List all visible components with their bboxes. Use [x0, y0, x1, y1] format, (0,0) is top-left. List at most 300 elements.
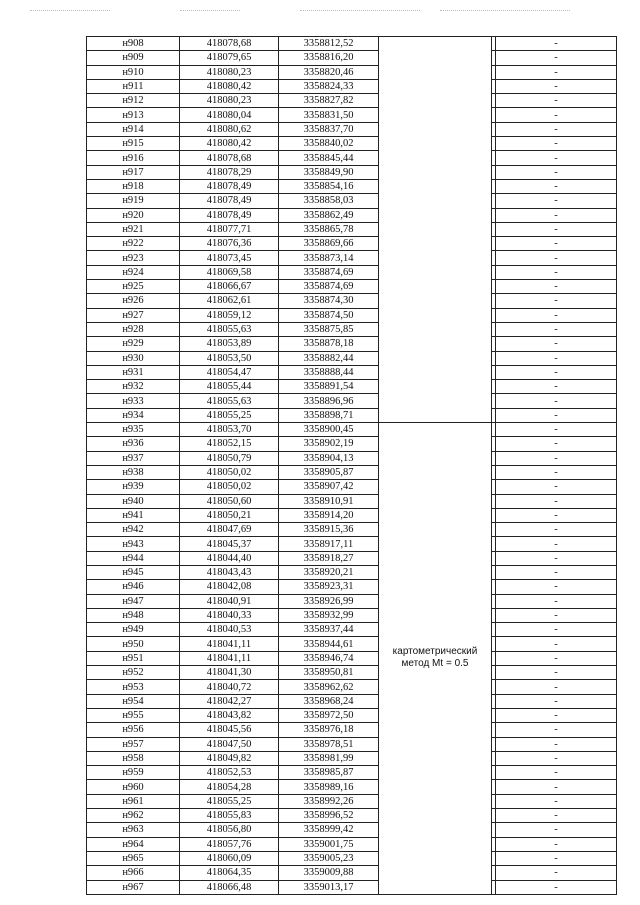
y-coordinate-cell: 3358845,44: [279, 151, 379, 165]
empty-mark-cell: -: [496, 651, 617, 665]
point-id-cell: н934: [87, 408, 180, 422]
empty-mark-cell: -: [496, 680, 617, 694]
y-coordinate-cell: 3358937,44: [279, 623, 379, 637]
table-row: [87, 451, 617, 465]
table-row: [87, 294, 617, 308]
y-coordinate-cell: 3358874,50: [279, 308, 379, 322]
table-row: [87, 694, 617, 708]
x-coordinate-cell: 418055,63: [180, 322, 279, 336]
empty-mark-cell: -: [496, 837, 617, 851]
x-coordinate-cell: 418043,43: [180, 565, 279, 579]
point-id-cell: н920: [87, 208, 180, 222]
x-coordinate-cell: 418066,67: [180, 280, 279, 294]
x-coordinate-cell: 418040,53: [180, 623, 279, 637]
y-coordinate-cell: 3359005,23: [279, 851, 379, 865]
point-id-cell: н958: [87, 751, 180, 765]
y-coordinate-cell: 3358824,33: [279, 79, 379, 93]
point-id-cell: н916: [87, 151, 180, 165]
point-id-cell: н928: [87, 322, 180, 336]
y-coordinate-cell: 3358915,36: [279, 523, 379, 537]
point-id-cell: н918: [87, 179, 180, 193]
x-coordinate-cell: 418045,56: [180, 723, 279, 737]
point-id-cell: н946: [87, 580, 180, 594]
empty-mark-cell: -: [496, 222, 617, 236]
x-coordinate-cell: 418069,58: [180, 265, 279, 279]
point-id-cell: н922: [87, 237, 180, 251]
table-row: [87, 365, 617, 379]
x-coordinate-cell: 418076,36: [180, 237, 279, 251]
empty-mark-cell: -: [496, 122, 617, 136]
point-id-cell: н910: [87, 65, 180, 79]
empty-mark-cell: -: [496, 537, 617, 551]
x-coordinate-cell: 418043,82: [180, 708, 279, 722]
table-row: [87, 551, 617, 565]
table-row: [87, 823, 617, 837]
point-id-cell: н940: [87, 494, 180, 508]
x-coordinate-cell: 418080,42: [180, 79, 279, 93]
y-coordinate-cell: 3358985,87: [279, 766, 379, 780]
x-coordinate-cell: 418080,62: [180, 122, 279, 136]
empty-mark-cell: -: [496, 294, 617, 308]
x-coordinate-cell: 418054,28: [180, 780, 279, 794]
empty-mark-cell: -: [496, 94, 617, 108]
y-coordinate-cell: 3358888,44: [279, 365, 379, 379]
table-row: [87, 880, 617, 894]
x-coordinate-cell: 418042,27: [180, 694, 279, 708]
empty-mark-cell: -: [496, 280, 617, 294]
x-coordinate-cell: 418059,12: [180, 308, 279, 322]
point-id-cell: н938: [87, 465, 180, 479]
y-coordinate-cell: 3358865,78: [279, 222, 379, 236]
point-id-cell: н908: [87, 37, 180, 51]
x-coordinate-cell: 418044,40: [180, 551, 279, 565]
point-id-cell: н936: [87, 437, 180, 451]
x-coordinate-cell: 418040,33: [180, 608, 279, 622]
empty-mark-cell: -: [496, 194, 617, 208]
x-coordinate-cell: 418079,65: [180, 51, 279, 65]
y-coordinate-cell: 3358917,11: [279, 537, 379, 551]
table-row: [87, 37, 617, 51]
empty-mark-cell: -: [496, 451, 617, 465]
empty-mark-cell: -: [496, 208, 617, 222]
point-id-cell: н926: [87, 294, 180, 308]
y-coordinate-cell: 3358816,20: [279, 51, 379, 65]
y-coordinate-cell: 3358972,50: [279, 708, 379, 722]
x-coordinate-cell: 418057,76: [180, 837, 279, 851]
y-coordinate-cell: 3358874,30: [279, 294, 379, 308]
empty-mark-cell: -: [496, 237, 617, 251]
y-coordinate-cell: 3358907,42: [279, 480, 379, 494]
x-coordinate-cell: 418055,25: [180, 408, 279, 422]
x-coordinate-cell: 418040,91: [180, 594, 279, 608]
x-coordinate-cell: 418041,11: [180, 637, 279, 651]
table-row: [87, 809, 617, 823]
coordinates-table: [86, 36, 617, 895]
table-row: [87, 322, 617, 336]
y-coordinate-cell: 3359001,75: [279, 837, 379, 851]
table-row: [87, 423, 617, 437]
empty-mark-cell: -: [496, 880, 617, 894]
table-row: [87, 151, 617, 165]
empty-mark-cell: -: [496, 637, 617, 651]
y-coordinate-cell: 3358874,69: [279, 265, 379, 279]
y-coordinate-cell: 3358910,91: [279, 494, 379, 508]
x-coordinate-cell: 418041,30: [180, 666, 279, 680]
table-row: [87, 565, 617, 579]
x-coordinate-cell: 418053,89: [180, 337, 279, 351]
empty-mark-cell: -: [496, 380, 617, 394]
empty-mark-cell: -: [496, 694, 617, 708]
y-coordinate-cell: 3358873,14: [279, 251, 379, 265]
point-id-cell: н924: [87, 265, 180, 279]
table-row: [87, 351, 617, 365]
x-coordinate-cell: 418050,60: [180, 494, 279, 508]
y-coordinate-cell: 3358831,50: [279, 108, 379, 122]
empty-mark-cell: -: [496, 766, 617, 780]
empty-mark-cell: -: [496, 623, 617, 637]
y-coordinate-cell: 3358898,71: [279, 408, 379, 422]
table-row: [87, 251, 617, 265]
table-row: [87, 866, 617, 880]
table-row: [87, 280, 617, 294]
table-row: [87, 723, 617, 737]
point-id-cell: н954: [87, 694, 180, 708]
point-id-cell: н948: [87, 608, 180, 622]
x-coordinate-cell: 418062,61: [180, 294, 279, 308]
x-coordinate-cell: 418078,29: [180, 165, 279, 179]
y-coordinate-cell: 3358812,52: [279, 37, 379, 51]
method-note-line2: метод Mt = 0.5: [401, 658, 469, 670]
empty-mark-cell: -: [496, 594, 617, 608]
x-coordinate-cell: 418056,80: [180, 823, 279, 837]
x-coordinate-cell: 418064,35: [180, 866, 279, 880]
table-row: [87, 408, 617, 422]
point-id-cell: н923: [87, 251, 180, 265]
x-coordinate-cell: 418078,49: [180, 179, 279, 193]
point-id-cell: н963: [87, 823, 180, 837]
point-id-cell: н931: [87, 365, 180, 379]
point-id-cell: н959: [87, 766, 180, 780]
x-coordinate-cell: 418050,02: [180, 465, 279, 479]
y-coordinate-cell: 3358944,61: [279, 637, 379, 651]
x-coordinate-cell: 418078,49: [180, 208, 279, 222]
point-id-cell: н945: [87, 565, 180, 579]
point-id-cell: н952: [87, 666, 180, 680]
table-row: [87, 508, 617, 522]
x-coordinate-cell: 418047,50: [180, 737, 279, 751]
empty-mark-cell: -: [496, 322, 617, 336]
x-coordinate-cell: 418042,08: [180, 580, 279, 594]
x-coordinate-cell: 418045,37: [180, 537, 279, 551]
y-coordinate-cell: 3358902,19: [279, 437, 379, 451]
empty-mark-cell: -: [496, 780, 617, 794]
table-row: [87, 208, 617, 222]
table-row: [87, 480, 617, 494]
y-coordinate-cell: 3358827,82: [279, 94, 379, 108]
y-coordinate-cell: 3359013,17: [279, 880, 379, 894]
point-id-cell: н929: [87, 337, 180, 351]
empty-mark-cell: -: [496, 251, 617, 265]
table-row: [87, 623, 617, 637]
x-coordinate-cell: 418049,82: [180, 751, 279, 765]
empty-mark-cell: -: [496, 866, 617, 880]
empty-mark-cell: -: [496, 523, 617, 537]
table-row: [87, 79, 617, 93]
table-row: [87, 708, 617, 722]
table-row: [87, 380, 617, 394]
point-id-cell: н967: [87, 880, 180, 894]
x-coordinate-cell: 418055,63: [180, 394, 279, 408]
point-id-cell: н927: [87, 308, 180, 322]
point-id-cell: н951: [87, 651, 180, 665]
x-coordinate-cell: 418052,53: [180, 766, 279, 780]
x-coordinate-cell: 418077,71: [180, 222, 279, 236]
y-coordinate-cell: 3358950,81: [279, 666, 379, 680]
point-id-cell: н941: [87, 508, 180, 522]
y-coordinate-cell: 3358996,52: [279, 809, 379, 823]
table-row: [87, 308, 617, 322]
x-coordinate-cell: 418050,02: [180, 480, 279, 494]
table-row: [87, 837, 617, 851]
point-id-cell: н956: [87, 723, 180, 737]
empty-mark-cell: -: [496, 365, 617, 379]
y-coordinate-cell: 3358992,26: [279, 794, 379, 808]
empty-mark-cell: -: [496, 823, 617, 837]
y-coordinate-cell: 3358891,54: [279, 380, 379, 394]
x-coordinate-cell: 418050,79: [180, 451, 279, 465]
scan-artifact-line: [180, 10, 240, 12]
table-row: [87, 751, 617, 765]
empty-mark-cell: -: [496, 508, 617, 522]
point-id-cell: н962: [87, 809, 180, 823]
empty-mark-cell: -: [496, 137, 617, 151]
empty-mark-cell: -: [496, 408, 617, 422]
scan-artifact-line: [300, 10, 420, 12]
coordinates-table-body: [87, 37, 617, 895]
y-coordinate-cell: 3358946,74: [279, 651, 379, 665]
table-row: [87, 594, 617, 608]
x-coordinate-cell: 418080,23: [180, 94, 279, 108]
table-row: [87, 237, 617, 251]
x-coordinate-cell: 418047,69: [180, 523, 279, 537]
y-coordinate-cell: 3358904,13: [279, 451, 379, 465]
point-id-cell: н960: [87, 780, 180, 794]
method-note-line1: картометрический: [392, 646, 478, 658]
x-coordinate-cell: 418078,49: [180, 194, 279, 208]
x-coordinate-cell: 418054,47: [180, 365, 279, 379]
empty-mark-cell: -: [496, 423, 617, 437]
table-row: [87, 137, 617, 151]
table-row: [87, 537, 617, 551]
table-row: [87, 222, 617, 236]
y-coordinate-cell: 3358820,46: [279, 65, 379, 79]
x-coordinate-cell: 418073,45: [180, 251, 279, 265]
empty-mark-cell: -: [496, 51, 617, 65]
x-coordinate-cell: 418060,09: [180, 851, 279, 865]
y-coordinate-cell: 3358858,03: [279, 194, 379, 208]
y-coordinate-cell: 3358926,99: [279, 594, 379, 608]
y-coordinate-cell: 3358962,62: [279, 680, 379, 694]
point-id-cell: н930: [87, 351, 180, 365]
point-id-cell: н933: [87, 394, 180, 408]
point-id-cell: н939: [87, 480, 180, 494]
x-coordinate-cell: 418080,23: [180, 65, 279, 79]
table-row: [87, 465, 617, 479]
table-row: [87, 437, 617, 451]
point-id-cell: н932: [87, 380, 180, 394]
point-id-cell: н947: [87, 594, 180, 608]
table-row: [87, 265, 617, 279]
empty-mark-cell: -: [496, 794, 617, 808]
empty-mark-cell: -: [496, 265, 617, 279]
empty-mark-cell: -: [496, 551, 617, 565]
point-id-cell: н912: [87, 94, 180, 108]
empty-mark-cell: -: [496, 851, 617, 865]
point-id-cell: н955: [87, 708, 180, 722]
x-coordinate-cell: 418055,44: [180, 380, 279, 394]
point-id-cell: н913: [87, 108, 180, 122]
table-row: [87, 666, 617, 680]
y-coordinate-cell: 3358920,21: [279, 565, 379, 579]
point-id-cell: н937: [87, 451, 180, 465]
empty-mark-cell: -: [496, 737, 617, 751]
point-id-cell: н957: [87, 737, 180, 751]
empty-mark-cell: -: [496, 65, 617, 79]
table-row: [87, 851, 617, 865]
empty-mark-cell: -: [496, 580, 617, 594]
empty-mark-cell: -: [496, 608, 617, 622]
x-coordinate-cell: 418066,48: [180, 880, 279, 894]
empty-mark-cell: -: [496, 723, 617, 737]
y-coordinate-cell: 3358869,66: [279, 237, 379, 251]
table-row: [87, 637, 617, 651]
point-id-cell: н944: [87, 551, 180, 565]
point-id-cell: н964: [87, 837, 180, 851]
y-coordinate-cell: 3358999,42: [279, 823, 379, 837]
point-id-cell: н919: [87, 194, 180, 208]
point-id-cell: н949: [87, 623, 180, 637]
table-row: [87, 737, 617, 751]
point-id-cell: н921: [87, 222, 180, 236]
table-row: [87, 108, 617, 122]
point-id-cell: н966: [87, 866, 180, 880]
y-coordinate-cell: 3358854,16: [279, 179, 379, 193]
empty-mark-cell: -: [496, 394, 617, 408]
empty-mark-cell: -: [496, 151, 617, 165]
empty-mark-cell: -: [496, 480, 617, 494]
table-row: [87, 651, 617, 665]
table-row: [87, 65, 617, 79]
table-row: [87, 194, 617, 208]
table-row: [87, 780, 617, 794]
x-coordinate-cell: 418052,15: [180, 437, 279, 451]
x-coordinate-cell: 418053,70: [180, 423, 279, 437]
table-row: [87, 794, 617, 808]
x-coordinate-cell: 418078,68: [180, 37, 279, 51]
empty-mark-cell: -: [496, 308, 617, 322]
table-row: [87, 523, 617, 537]
empty-mark-cell: -: [496, 108, 617, 122]
point-id-cell: н935: [87, 423, 180, 437]
x-coordinate-cell: 418055,83: [180, 809, 279, 823]
scan-artifact-line: [30, 10, 110, 12]
table-row: [87, 766, 617, 780]
y-coordinate-cell: 3358978,51: [279, 737, 379, 751]
x-coordinate-cell: 418080,04: [180, 108, 279, 122]
y-coordinate-cell: 3358923,31: [279, 580, 379, 594]
x-coordinate-cell: 418055,25: [180, 794, 279, 808]
point-id-cell: н915: [87, 137, 180, 151]
empty-mark-cell: -: [496, 37, 617, 51]
y-coordinate-cell: 3358837,70: [279, 122, 379, 136]
y-coordinate-cell: 3358932,99: [279, 608, 379, 622]
point-id-cell: н909: [87, 51, 180, 65]
point-id-cell: н943: [87, 537, 180, 551]
empty-mark-cell: -: [496, 465, 617, 479]
empty-mark-cell: -: [496, 337, 617, 351]
method-note-cell: [379, 423, 492, 895]
x-coordinate-cell: 418050,21: [180, 508, 279, 522]
empty-mark-cell: -: [496, 179, 617, 193]
table-row: [87, 337, 617, 351]
empty-mark-cell: -: [496, 666, 617, 680]
point-id-cell: н942: [87, 523, 180, 537]
y-coordinate-cell: 3358976,18: [279, 723, 379, 737]
empty-mark-cell: -: [496, 565, 617, 579]
table-row: [87, 580, 617, 594]
empty-mark-cell: -: [496, 751, 617, 765]
y-coordinate-cell: 3358849,90: [279, 165, 379, 179]
coordinates-sheet: [86, 36, 617, 895]
y-coordinate-cell: 3358989,16: [279, 780, 379, 794]
y-coordinate-cell: 3358874,69: [279, 280, 379, 294]
y-coordinate-cell: 3358862,49: [279, 208, 379, 222]
empty-mark-cell: -: [496, 351, 617, 365]
method-cell-empty: [379, 37, 492, 423]
point-id-cell: н911: [87, 79, 180, 93]
empty-mark-cell: -: [496, 494, 617, 508]
table-row: [87, 494, 617, 508]
y-coordinate-cell: 3359009,88: [279, 866, 379, 880]
table-row: [87, 680, 617, 694]
x-coordinate-cell: 418041,11: [180, 651, 279, 665]
table-row: [87, 94, 617, 108]
y-coordinate-cell: 3358914,20: [279, 508, 379, 522]
point-id-cell: н950: [87, 637, 180, 651]
y-coordinate-cell: 3358900,45: [279, 423, 379, 437]
x-coordinate-cell: 418080,42: [180, 137, 279, 151]
y-coordinate-cell: 3358918,27: [279, 551, 379, 565]
y-coordinate-cell: 3358882,44: [279, 351, 379, 365]
y-coordinate-cell: 3358968,24: [279, 694, 379, 708]
table-row: [87, 394, 617, 408]
y-coordinate-cell: 3358981,99: [279, 751, 379, 765]
empty-mark-cell: -: [496, 708, 617, 722]
table-row: [87, 179, 617, 193]
table-row: [87, 122, 617, 136]
point-id-cell: н914: [87, 122, 180, 136]
point-id-cell: н965: [87, 851, 180, 865]
y-coordinate-cell: 3358896,96: [279, 394, 379, 408]
y-coordinate-cell: 3358875,85: [279, 322, 379, 336]
x-coordinate-cell: 418078,68: [180, 151, 279, 165]
point-id-cell: н925: [87, 280, 180, 294]
table-row: [87, 165, 617, 179]
point-id-cell: н961: [87, 794, 180, 808]
x-coordinate-cell: 418053,50: [180, 351, 279, 365]
empty-mark-cell: -: [496, 437, 617, 451]
point-id-cell: н953: [87, 680, 180, 694]
